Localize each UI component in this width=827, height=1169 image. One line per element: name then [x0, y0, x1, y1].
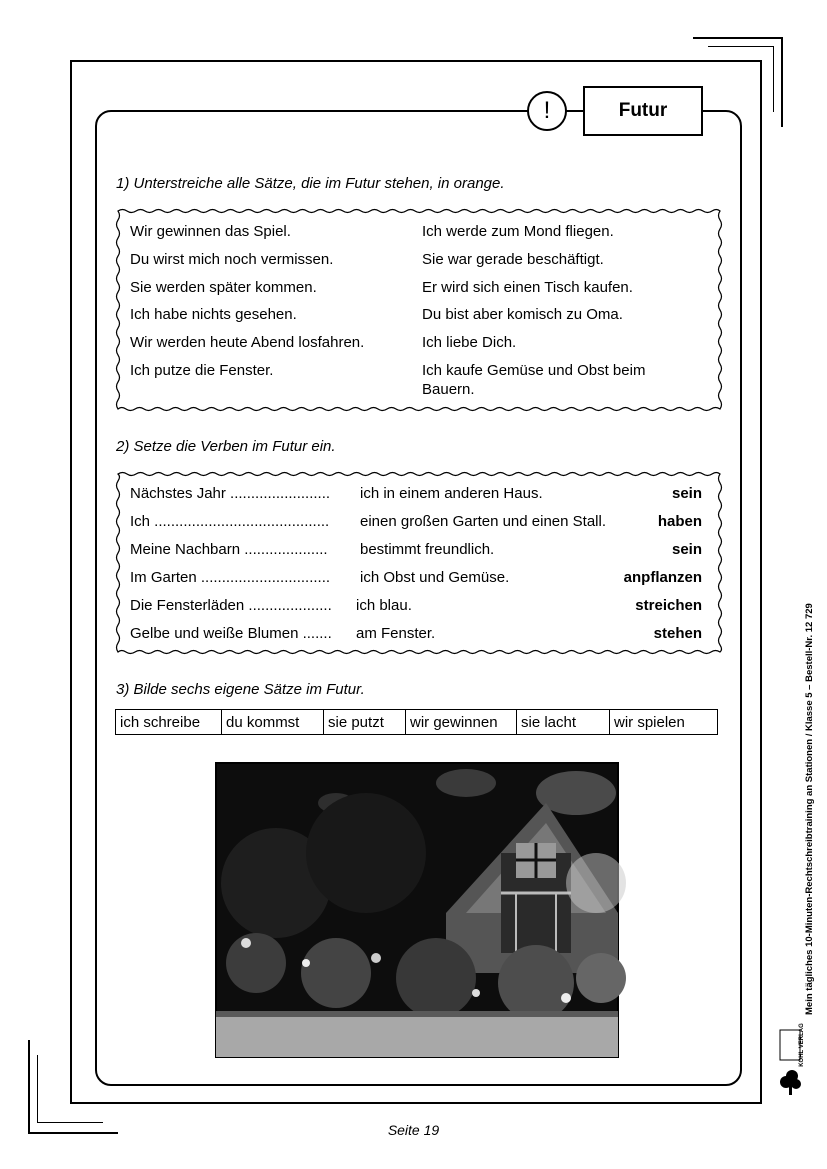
list-item: Ich liebe Dich. — [422, 334, 517, 351]
sentence-rest: ich Obst und Gemüse. — [360, 569, 510, 586]
sentence-subject: Die Fensterläden .................... — [130, 597, 332, 614]
task3-heading: 3) Bilde sechs eigene Sätze im Futur. — [116, 681, 365, 698]
exclamation-icon: ! — [527, 91, 567, 131]
sentence-rest: einen großen Garten und einen Stall. — [360, 513, 606, 530]
table-row — [130, 597, 702, 619]
verb-table — [115, 709, 718, 735]
list-item: Sie war gerade beschäftigt. — [422, 251, 604, 268]
sentence-rest: ich in einem anderen Haus. — [360, 485, 543, 502]
page-number: Seite 19 — [387, 1122, 440, 1138]
side-order-text: Mein tägliches 10-Minuten-Rechtschreibtraining an Stationen / Klasse 5 – Bestell-Nr. 12 729 — [804, 603, 815, 1015]
verb-cell: sie lacht — [517, 710, 610, 735]
verb-infinitive: stehen — [653, 625, 702, 642]
publisher-name: KOHL VERLAG — [799, 1023, 805, 1067]
verb-cell: wir spielen — [610, 710, 718, 735]
list-item: Ich habe nichts gesehen. — [130, 306, 297, 323]
verb-cell: wir gewinnen — [406, 710, 517, 735]
list-item: Ich werde zum Mond fliegen. — [422, 223, 614, 240]
task1-heading: 1) Unterstreiche alle Sätze, die im Futur stehen, in orange. — [116, 175, 505, 192]
sentence-subject: Im Garten ............................... — [130, 569, 331, 586]
table-row — [130, 569, 702, 591]
list-item: Er wird sich einen Tisch kaufen. — [422, 279, 633, 296]
task2-heading: 2) Setze die Verben im Futur ein. — [116, 438, 336, 455]
table-row — [130, 625, 702, 647]
verb-cell: sie putzt — [324, 710, 406, 735]
corner-line — [781, 37, 783, 127]
table-row — [130, 485, 702, 507]
corner-line — [28, 1040, 30, 1134]
connector-line — [565, 110, 583, 112]
corner-line — [37, 1055, 38, 1123]
sentence-subject: Ich .......................................... — [130, 513, 330, 530]
table-row — [116, 710, 718, 735]
sentence-rest: bestimmt freundlich. — [360, 541, 495, 558]
publisher-logo-icon — [776, 1023, 805, 1096]
house-garden-photo — [216, 763, 618, 1057]
list-item: Sie werden später kommen. — [130, 279, 317, 296]
list-item: Wir werden heute Abend losfahren. — [130, 334, 365, 351]
verb-cell: ich schreibe — [116, 710, 222, 735]
sentence-rest: ich blau. — [356, 597, 412, 614]
verb-infinitive: streichen — [635, 597, 702, 614]
verb-infinitive: anpflanzen — [623, 569, 702, 586]
corner-line — [708, 46, 774, 47]
list-item: Ich putze die Fenster. — [130, 362, 274, 379]
list-item: Du bist aber komisch zu Oma. — [422, 306, 623, 323]
sentence-subject: Gelbe und weiße Blumen ....... — [130, 625, 332, 642]
verb-infinitive: sein — [671, 485, 702, 502]
verb-cell: du kommst — [222, 710, 324, 735]
corner-line — [693, 37, 783, 39]
page-title: Futur — [583, 86, 703, 136]
table-row — [130, 541, 702, 563]
sentence-rest: am Fenster. — [356, 625, 436, 642]
sentence-subject: Nächstes Jahr ........................ — [130, 485, 331, 502]
verb-infinitive: sein — [671, 541, 702, 558]
list-item: Wir gewinnen das Spiel. — [130, 223, 291, 240]
verb-infinitive: haben — [657, 513, 702, 530]
corner-line — [773, 46, 774, 112]
list-item: Ich kaufe Gemüse und Obst beim Bauern. — [422, 362, 646, 398]
list-item: Du wirst mich noch vermissen. — [130, 251, 334, 268]
sentence-subject: Meine Nachbarn .................... — [130, 541, 328, 558]
table-row — [130, 513, 702, 535]
